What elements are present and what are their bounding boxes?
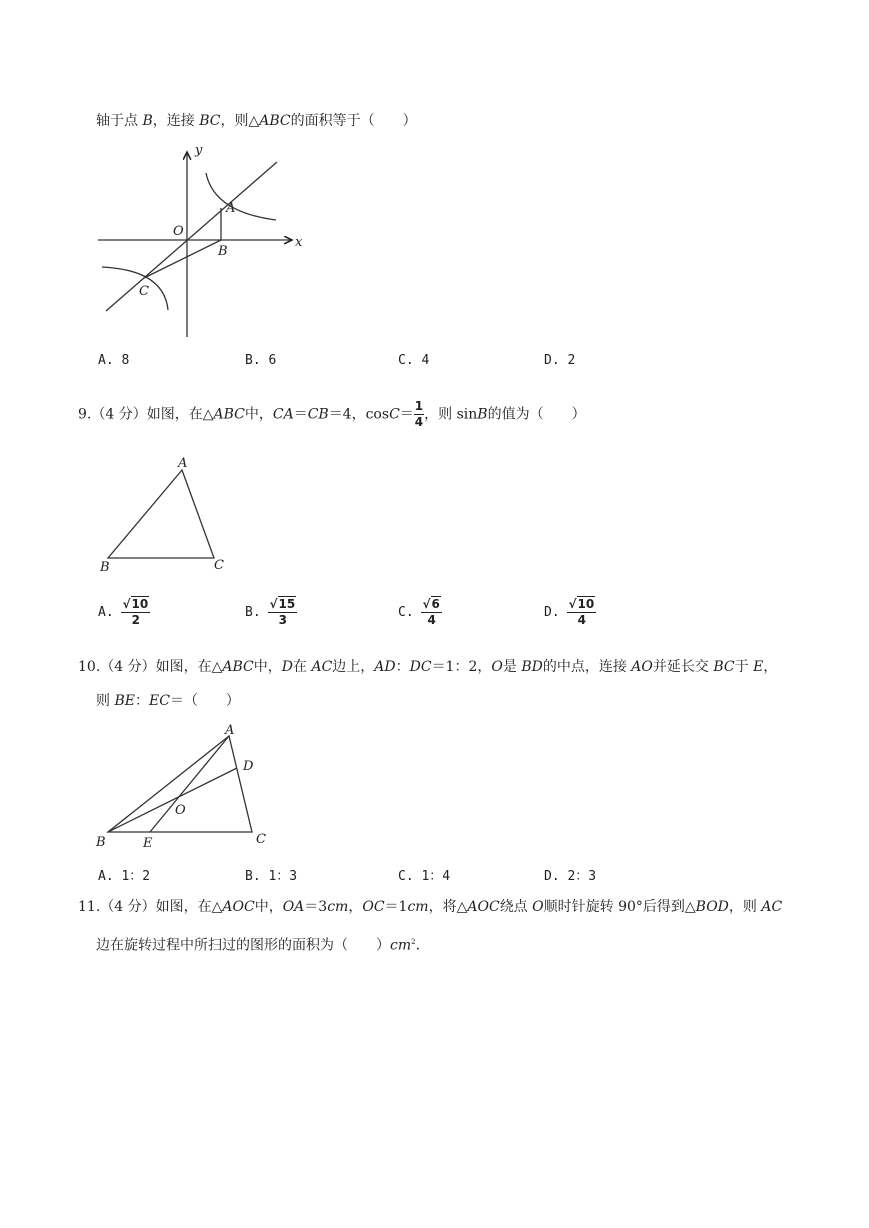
q9-figure [96,454,236,578]
label-E: E [143,836,153,851]
label-B: B [100,560,110,575]
label-B: B [96,835,106,850]
q8-option-d[interactable]: D. 2 [544,353,576,368]
q8-figure [92,140,308,340]
label-x: x [295,235,303,250]
cos-c-fraction: $\frac{1}{4}$ [414,399,424,429]
segment-BC [144,240,221,278]
sqrt-icon: √ [568,597,577,611]
label-D: D [243,759,254,774]
q10-option-d[interactable]: D. 2：3 [544,869,597,884]
label-C: C [256,832,266,847]
q10-option-b[interactable]: B. 1：3 [245,869,298,884]
q10-stem-line1: 10.（4 分）如图，在△ABC中，D在 AC边上，AD：DC＝1：2，O是 BD的中点，连接 AO并延长交 BC于 E， [78,659,778,675]
q9-stem: 9.（4 分）如图，在△ABC中，CA＝CB＝4，cosC＝ $\frac{1}{4}$ ，则 sinB的值为（ ） [78,399,586,429]
sqrt-icon: √ [122,597,131,611]
q8-option-b[interactable]: B. 6 [245,353,277,368]
hyperbola-branch-1 [206,173,276,220]
label-y: y [195,143,203,158]
q9-option-d[interactable]: D. $\frac{√10}{4}$ [544,597,595,627]
segment-AE [150,736,229,832]
label-O: O [175,803,186,818]
q10-figure [92,720,282,854]
q11-stem-line2: 边在旋转过程中所扫过的图形的面积为（ ）$cm^2$． [96,937,430,954]
label-A: A [226,201,236,216]
label-A: A [225,723,235,738]
line-through-origin [106,162,277,311]
q9-option-c[interactable]: C. $\frac{√6}{4}$ [398,597,440,627]
q10-option-c[interactable]: C. 1：4 [398,869,451,884]
q10-option-a[interactable]: A. 1：2 [98,869,151,884]
sqrt-icon: √ [269,597,278,611]
label-B: B [218,244,228,259]
label-C: C [139,284,149,299]
q8-option-c[interactable]: C. 4 [398,353,430,368]
sqrt-icon: √ [422,597,431,611]
segment-BD [108,768,237,832]
label-O: O [173,224,184,239]
q10-stem-line2: 则 BE：EC＝（ ） [96,693,240,709]
label-C: C [214,558,224,573]
q9-option-a[interactable]: A. $\frac{√10}{2}$ [98,597,149,627]
label-A: A [178,456,188,471]
q8-stem-tail: 轴于点 B，连接 BC，则△ABC的面积等于（ ） [96,113,417,129]
q11-stem-line1: 11.（4 分）如图，在△AOC中，OA＝3cm，OC＝1cm，将△AOC绕点 O顺时针旋转 90°后得到△BOD，则 AC [78,899,783,915]
hyperbola-branch-3 [102,267,168,310]
q8-option-a[interactable]: A. 8 [98,353,130,368]
q9-option-b[interactable]: B. $\frac{√15}{3}$ [245,597,296,627]
triangle-ABC [108,470,214,558]
